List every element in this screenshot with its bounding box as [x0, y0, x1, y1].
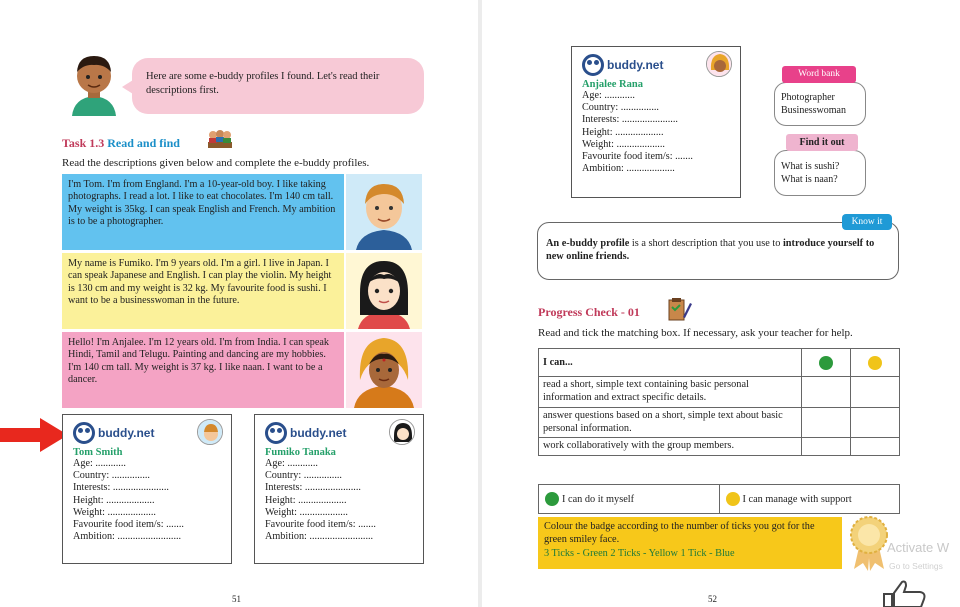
progress-check-title: Progress Check - 01 [538, 305, 640, 319]
table-row [539, 407, 900, 438]
profile-card-tom [62, 414, 232, 564]
table-header-row [539, 349, 900, 377]
activate-windows-watermark: Activate W [887, 540, 950, 555]
tom-avatar [197, 419, 223, 445]
field-favourite-food[interactable]: Favourite food item/s: ....... [582, 151, 693, 163]
find-it-out-question: What is naan? [781, 174, 838, 185]
task-name: Read and find [107, 136, 180, 150]
task-title [62, 136, 180, 151]
find-it-out-question: What is sushi? [781, 161, 840, 172]
tick-box-green[interactable] [802, 438, 851, 456]
logo-text: buddy.net [98, 426, 155, 440]
buddy-net-logo-icon [582, 54, 604, 76]
header-i-can: I can... [539, 349, 802, 377]
word-bank-box [774, 82, 866, 126]
field-interests[interactable]: Interests: ...................... [582, 114, 678, 126]
tick-box-yellow[interactable] [851, 438, 900, 456]
header-green [802, 349, 851, 377]
skill-text: work collaboratively with the group members. [539, 438, 802, 456]
find-it-out-label: Find it out [786, 134, 858, 151]
field-ambition[interactable]: Ambition: ......................... [73, 531, 182, 543]
badge-instruction: Colour the badge according to the number of ticks you got for the green smiley face. [544, 521, 815, 546]
profile-card-anjalee [571, 46, 741, 198]
smiley-legend [538, 484, 900, 514]
field-ambition[interactable]: Ambition: ......................... [265, 531, 374, 543]
field-weight[interactable]: Weight: ................... [73, 506, 156, 518]
thumbs-up-icon[interactable] [880, 578, 934, 607]
field-age[interactable]: Age: ............ [582, 90, 635, 101]
field-age[interactable]: Age: ............ [73, 458, 126, 469]
boy-avatar-icon [64, 50, 124, 116]
profile-name: Fumiko Tanaka [265, 447, 336, 458]
know-it-label: Know it [842, 214, 892, 230]
field-interests[interactable]: Interests: ...................... [265, 482, 361, 494]
word-bank-item: Photographer [781, 92, 835, 103]
find-it-out-box [774, 150, 866, 196]
field-country[interactable]: Country: ............... [73, 470, 150, 482]
page-number-right: 52 [708, 594, 717, 604]
tick-box-green[interactable] [802, 377, 851, 408]
fumiko-portrait [346, 253, 422, 329]
field-age[interactable]: Age: ............ [265, 458, 318, 469]
page-number-left: 51 [232, 594, 241, 604]
field-height[interactable]: Height: ................... [265, 494, 347, 506]
table-row [539, 377, 900, 408]
word-bank-label: Word bank [782, 66, 856, 83]
field-height[interactable]: Height: ................... [73, 494, 155, 506]
task-label: Task 1.3 [62, 136, 105, 150]
buddy-net-logo-icon [73, 422, 95, 444]
profile-name: Tom Smith [73, 447, 123, 458]
buddy-net-logo-icon [265, 422, 287, 444]
table-row [539, 438, 900, 456]
know-it-emphasis: introduce yourself to new online friends. [546, 238, 875, 263]
speech-bubble: Here are some e-buddy profiles I found. Let's read their descriptions first. [132, 58, 424, 114]
badge-instruction-box [538, 517, 842, 569]
green-smiley-icon [545, 492, 559, 506]
reading-group-icon [206, 128, 234, 150]
rosette-badge-icon[interactable] [846, 515, 892, 571]
know-it-term: An e-buddy profile [546, 238, 630, 249]
legend-yellow [719, 485, 900, 513]
field-country[interactable]: Country: ............... [582, 102, 659, 114]
tick-box-yellow[interactable] [851, 407, 900, 438]
profile-name: Anjalee Rana [582, 79, 643, 90]
skill-text: answer questions based on a short, simple text about basic personal information. [539, 407, 802, 438]
field-interests[interactable]: Interests: ...................... [73, 482, 169, 494]
anjalee-avatar [706, 51, 732, 77]
progress-check-table [538, 348, 900, 456]
clipboard-icon [666, 297, 692, 321]
tick-box-green[interactable] [802, 407, 851, 438]
legend-green [539, 485, 719, 513]
header-yellow [851, 349, 900, 377]
field-ambition[interactable]: Ambition: ................... [582, 163, 675, 175]
green-smiley-icon [819, 356, 833, 370]
know-it-box [537, 222, 899, 280]
field-favourite-food[interactable]: Favourite food item/s: ....... [265, 519, 376, 531]
anjalee-portrait [346, 332, 422, 408]
logo-text: buddy.net [290, 426, 347, 440]
skill-text: read a short, simple text containing basic personal information and extract specific details. [539, 377, 802, 408]
progress-check-instruction: Read and tick the matching box. If necessary, ask your teacher for help. [538, 327, 853, 339]
tick-box-yellow[interactable] [851, 377, 900, 408]
field-weight[interactable]: Weight: ................... [265, 506, 348, 518]
field-height[interactable]: Height: ................... [582, 126, 664, 138]
word-bank-item: Businesswoman [781, 104, 846, 116]
tick-colour-key: 3 Ticks - Green 2 Ticks - Yellow 1 Tick - Blue [544, 547, 735, 559]
yellow-smiley-icon [868, 356, 882, 370]
logo-text: buddy.net [607, 58, 664, 72]
red-arrow-icon [0, 418, 68, 452]
task-instruction: Read the descriptions given below and complete the e-buddy profiles. [62, 157, 370, 169]
field-favourite-food[interactable]: Favourite food item/s: ....... [73, 519, 184, 531]
know-it-text: is a short description that you use to [629, 238, 783, 249]
field-weight[interactable]: Weight: ................... [582, 138, 665, 150]
description-fumiko: My name is Fumiko. I'm 9 years old. I'm a girl. I live in Japan. I can speak Japanese and English. I can play the violin. My height is 130 cm and my weight is 32 kg. My favourite food is sushi. I want to be a businesswoman in the future. [62, 253, 344, 329]
legend-yellow-text: I can manage with support [742, 493, 852, 505]
description-tom: I'm Tom. I'm from England. I'm a 10-year-old boy. I like taking photographs. I read a lot. I like to eat chocolates. I'm 140 cm tall. My weight is 35kg. I can speak English and French. My ambition is to be a photographer. [62, 174, 344, 250]
tom-portrait [346, 174, 422, 250]
legend-green-text: I can do it myself [562, 493, 635, 505]
yellow-smiley-icon [726, 492, 740, 506]
fumiko-avatar [389, 419, 415, 445]
field-country[interactable]: Country: ............... [265, 470, 342, 482]
activate-windows-subtext: Go to Settings [889, 561, 943, 571]
profile-card-fumiko [254, 414, 424, 564]
description-anjalee: Hello! I'm Anjalee. I'm 12 years old. I'm from India. I can speak Hindi, Tamil and Telugu. Painting and dancing are my hobbies. I'm 140 cm tall. My weight is 37 kg. I like naan. I want to be a dancer. [62, 332, 344, 408]
